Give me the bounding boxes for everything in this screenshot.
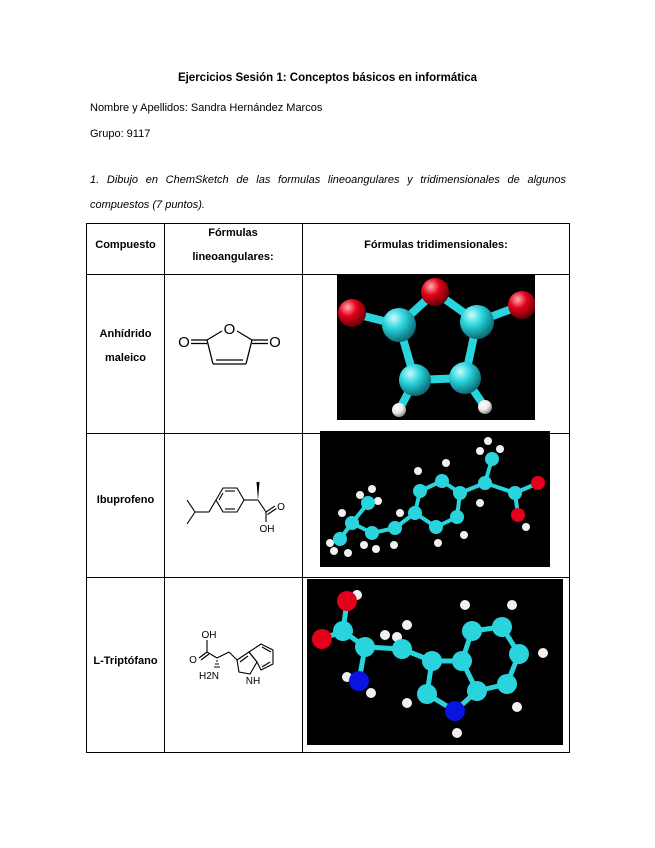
question-line-2: compuestos (7 puntos). [90,199,205,211]
group-line: Grupo: 9117 [90,128,151,140]
tryptophan-3d-model [307,579,563,745]
atom-label-o: O [189,655,197,666]
atom-label-o: O [269,334,281,351]
ibuprofen-line-formula [173,460,299,540]
table-divider [164,224,165,752]
atom-label-nh: NH [245,676,261,687]
tryptophan-line-formula [173,618,303,708]
header-compuesto: Compuesto [95,239,156,251]
maleic-anhydride-line-formula [175,312,297,382]
header-tridimensionales: Fórmulas tridimensionales: [364,239,508,251]
row-name-ibuprofeno: Ibuprofeno [96,494,155,506]
compounds-table [86,223,570,753]
table-divider [87,577,569,578]
row-name-triptofano: L-Triptófano [93,655,158,667]
header-lineoangulares-line1: Fórmulas [208,227,258,239]
hashed-wedge-bond [214,661,220,667]
document-title: Ejercicios Sesión 1: Conceptos básicos en informática [177,72,478,84]
atom-label-o: O [178,334,190,351]
atom-label-h2n: H2N [198,671,220,682]
question-line-1: 1. Dibujo en ChemSketch de las formulas lineoangulares y tridimensionales de algunos [90,174,566,186]
atom-label-oh: OH [259,524,275,535]
header-lineoangulares [164,221,302,269]
header-lineoangulares-line2: lineoangulares: [192,251,274,263]
atom-label-oh: OH [201,630,217,641]
row-name-line2: maleico [105,352,146,364]
atom-label-o: O [223,321,236,338]
row-name-line1: Anhídrido [99,328,152,340]
atom-label-o: O [277,502,285,513]
wedge-bond [257,482,260,500]
name-line: Nombre y Apellidos: Sandra Hernández Marcos [90,102,323,114]
question-text [90,168,566,218]
ibuprofen-3d-model [320,431,550,567]
row-name-anhidrido [87,322,164,370]
maleic-anhydride-3d-model [337,275,535,420]
